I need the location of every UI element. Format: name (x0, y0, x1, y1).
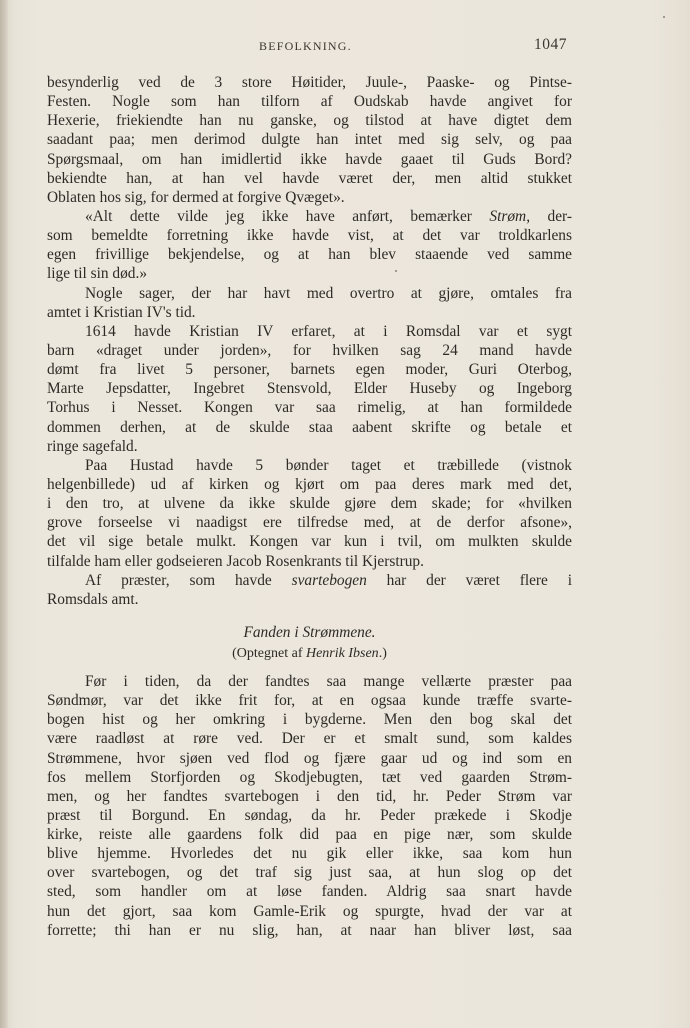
subtitle-after: .) (378, 645, 387, 661)
text-line: barn «draget under jorden», for hvilken sag 24 mand havde (47, 341, 572, 359)
text-line: Før i tiden, da der fandtes saa mange vellærte præster paa (85, 672, 572, 690)
text-line: grove forseelse vi naadigst ere tilfredse med, at de derfor afsone», (47, 514, 572, 532)
subtitle-before: (Optegnet af (232, 645, 306, 661)
text-line: sted, som handler om at løse fanden. Aldrig saa snart havde (47, 883, 572, 901)
text-line: Paa Hustad havde 5 bønder taget et træbillede (vistnok (85, 456, 572, 474)
text-line: Festen. Nogle som han tilforn af Oudskab havde angivet for (47, 93, 572, 111)
text-line: præst til Borgund. En søndag, da hr. Peder prækede i Skodje (47, 806, 572, 824)
text-line: lige til sin død.» (47, 265, 148, 283)
subtitle-author: Henrik Ibsen (305, 645, 379, 661)
page-spine-shadow (0, 0, 8, 1028)
page-header (47, 38, 572, 58)
text-line: 1614 havde Kristian IV erfaret, at i Romsdal var et sygt (85, 322, 572, 340)
text-line: ringe sagefald. (47, 437, 138, 455)
text-line: saadant paa; men derimod dulgte han intet med sig selv, og paa (47, 131, 572, 149)
italic-word: svartebogen (291, 571, 367, 589)
text-line: helgenbillede) ud af kirken og kjørt om paa deres mark med det, (47, 475, 572, 493)
line-text-before: «Alt dette vilde jeg ikke have anført, bemærker (85, 207, 490, 225)
text-line: dommen derhen, at de skulde staa aabent skrifte og betale et (47, 418, 572, 436)
italic-name: Strøm (489, 207, 527, 225)
text-line: i den tro, at ulvene da ikke skulde gjøre dem skade; for «hvilken (47, 495, 572, 513)
text-line-mixed (47, 207, 572, 226)
text-line: over svartebogen, og det traf sig just saa, at hun slog op det (47, 864, 572, 882)
text-line: dømt fra livet 5 personer, barnets egen moder, Guri Oterbog, (47, 361, 572, 379)
paper-speck (663, 16, 665, 18)
text-line: Romsdals amt. (47, 590, 139, 608)
text-line: besynderlig ved de 3 store Høitider, Juule-, Paaske- og Pintse- (47, 74, 572, 91)
text-line: men, og her fandtes svartebogen i den tid, hr. Peder Strøm var (47, 787, 572, 805)
text-line: Marte Jepsdatter, Ingebret Stensvold, Elder Huseby og Ingeborg (47, 380, 572, 398)
text-line-mixed (47, 571, 572, 590)
section-subtitle (47, 644, 572, 664)
running-head: BEFOLKNING. (259, 39, 352, 53)
text-line: Strømmene, hvor sjøen ved flod og fjære gaar ud og ind som en (47, 749, 572, 767)
body-text (47, 73, 572, 940)
text-line: amtet i Kristian IV's tid. (47, 303, 196, 321)
text-line: være raadløst at røre ved. Der er et smalt sund, som kaldes (47, 730, 572, 748)
text-line: blive hjemme. Hvorledes det nu gik eller ikke, saa kom hun (47, 845, 572, 863)
text-line: Nogle sager, der har havt med overtro at gjøre, omtales fra (85, 284, 572, 302)
text-line: det vil sige betale mulkt. Kongen var kun i tvil, om mulkten skulde (47, 533, 572, 551)
section-gap (47, 609, 572, 622)
section-heading (47, 622, 572, 664)
section-title: Fanden i Strømmene. (243, 623, 376, 641)
text-line: Oblaten hos sig, for dermed at forgive Qvæget». (47, 188, 345, 206)
line-text-after: , der- (526, 207, 572, 225)
text-line: som bemeldte forretning ikke havde vist, at det var troldkarlens (47, 227, 572, 245)
text-line: forrette; thi han er nu slig, han, at naar han bliver løst, saa (47, 921, 572, 939)
page-number: 1047 (534, 36, 567, 53)
text-line: Spørgsmaal, om han imidlertid ikke havde gaaet til Guds Bord? (47, 150, 572, 168)
text-line: hun det gjort, saa kom Gamle-Erik og spurgte, hvad der var at (47, 902, 572, 920)
line-text-before: Af præster, som havde (85, 571, 292, 589)
paragraph-block-2 (47, 672, 572, 940)
text-line: tilfalde ham eller godseieren Jacob Rosenkrants til Kjerstrup. (47, 552, 424, 570)
text-line: bogen hist og her omkring i bygderne. Men den bog skal det (47, 711, 572, 729)
line-text-after: har der været flere i (366, 571, 573, 589)
paragraph-block-1 (47, 73, 572, 609)
text-line: Søndmør, var det ikke frit for, at en ogsaa kunde træffe svarte- (47, 692, 572, 710)
text-line: Hexerie, friekiendte han nu ganske, og tilstod at have digtet dem (47, 112, 572, 130)
text-line: bekiendte han, at han vel havde været der, men altid stukket (47, 169, 572, 187)
paper-speck (395, 270, 397, 272)
text-line: egen frivillige bekjendelse, og at han blev staaende ved samme (47, 246, 572, 264)
text-line: Torhus i Nesset. Kongen var saa rimelig, at han formildede (47, 399, 572, 417)
text-line: fos mellem Storfjorden og Skodjebugten, tæt ved gaarden Strøm- (47, 768, 572, 786)
text-line: kirke, reiste alle gaardens folk did paa en pige nær, som skulde (47, 826, 572, 844)
